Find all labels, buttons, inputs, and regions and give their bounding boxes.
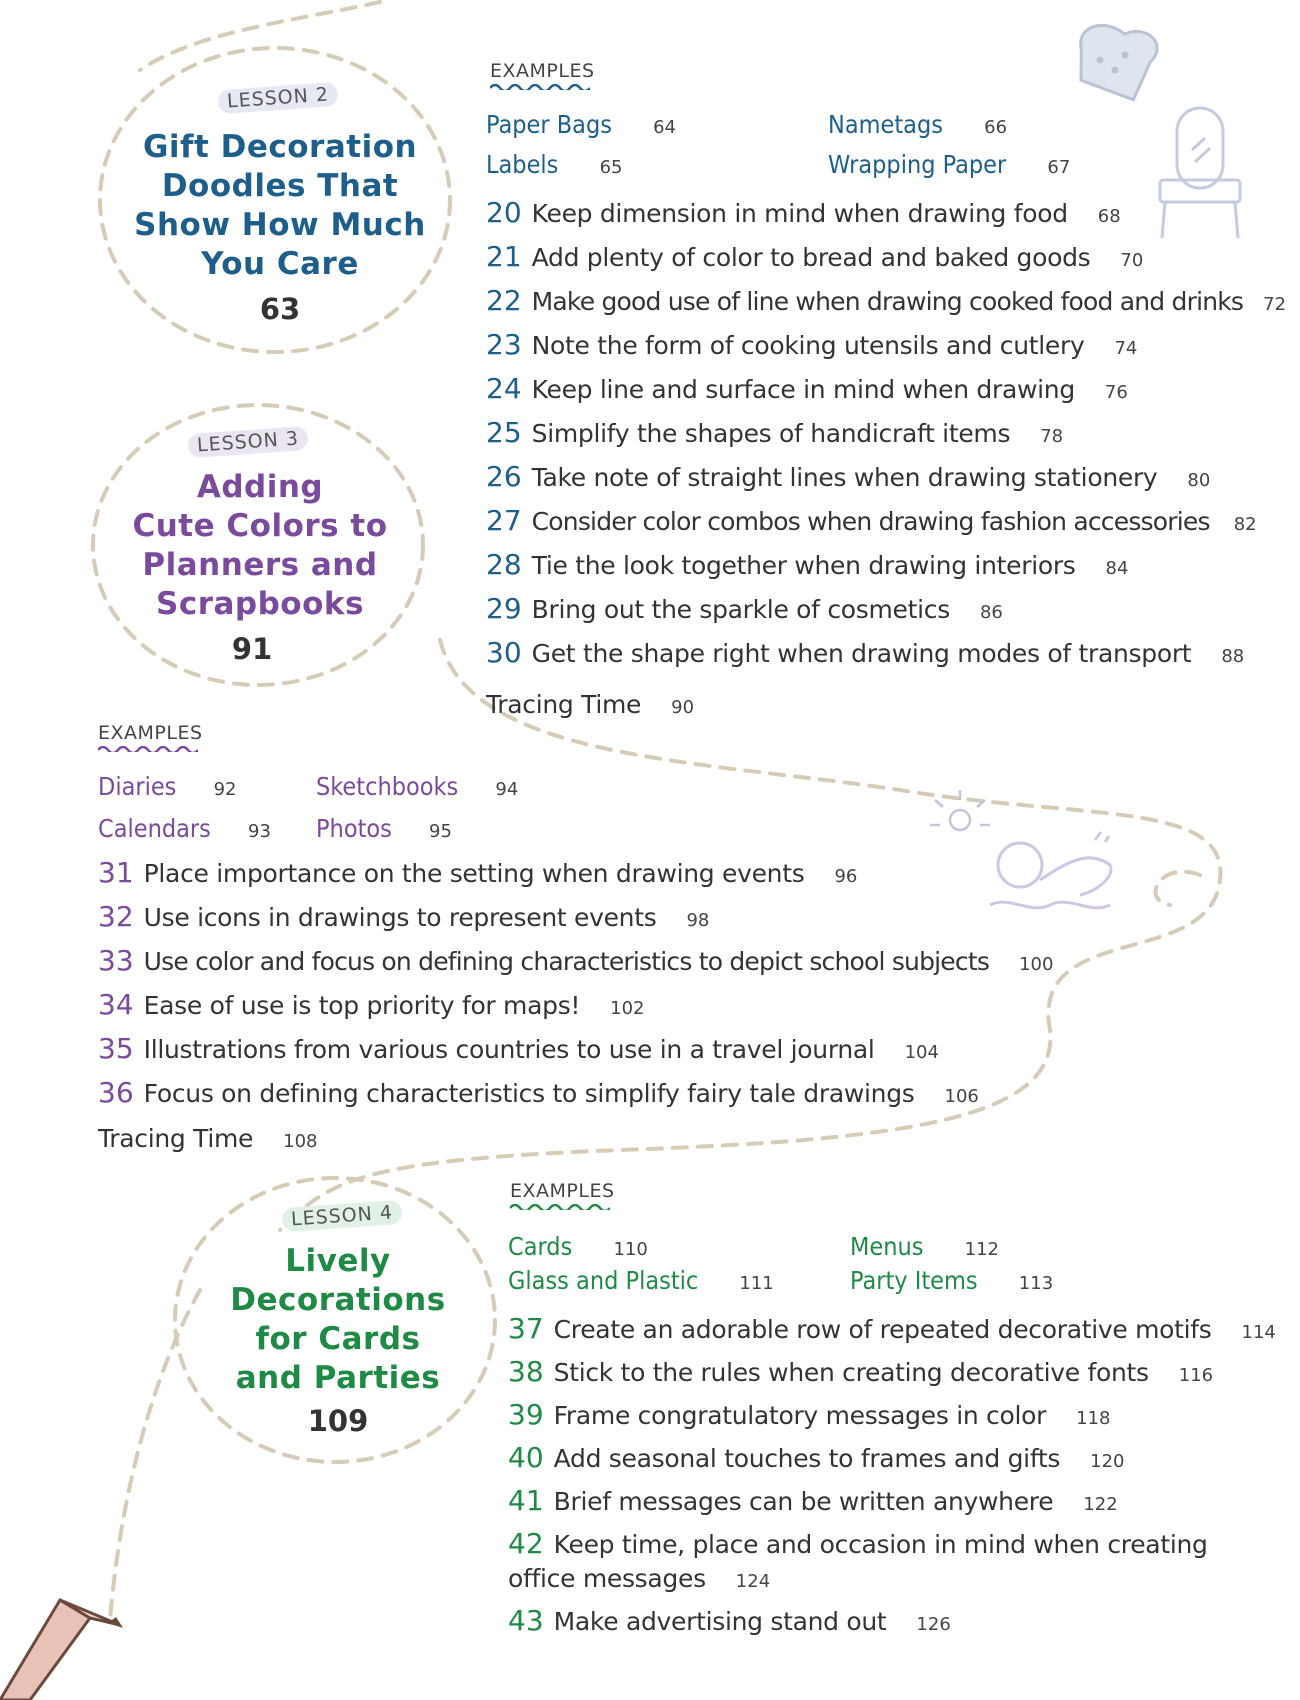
example-page: 66: [984, 117, 1008, 138]
squiggle-underline: [510, 1204, 610, 1210]
pencil-icon: [0, 1600, 123, 1700]
entry-page: 88: [1221, 646, 1245, 667]
toc-entry[interactable]: [508, 1527, 1248, 1599]
dashed-path-top: [140, 2, 380, 70]
entry-number: 41: [508, 1484, 544, 1517]
lesson2-tag: LESSON 2: [217, 82, 338, 114]
example-link[interactable]: [508, 1266, 774, 1295]
entry-number: 33: [98, 944, 134, 977]
entry-number: 28: [486, 548, 522, 581]
entry-number: 29: [486, 592, 522, 625]
entry-page: 74: [1114, 338, 1138, 359]
example-page: 95: [429, 821, 452, 842]
tracing-time-entry[interactable]: [98, 1124, 318, 1153]
entry-page: 78: [1040, 426, 1064, 447]
lesson2-title[interactable]: [120, 128, 440, 284]
entry-page: 102: [610, 998, 645, 1019]
example-label: Wrapping Paper: [828, 150, 1007, 179]
entry-title: Simplify the shapes of handicraft items: [531, 419, 1011, 448]
dashed-path-middle: [280, 640, 1220, 1230]
entry-number: 22: [486, 284, 522, 317]
entry-number: 25: [486, 416, 522, 449]
entry-title: Illustrations from various countries to use in a travel journal: [143, 1035, 875, 1064]
entry-title: Focus on defining characteristics to simplify fairy tale drawings: [143, 1079, 915, 1108]
toc-entry[interactable]: [486, 328, 1137, 361]
example-page: 67: [1047, 157, 1071, 178]
example-page: 65: [599, 157, 623, 178]
entry-page: 96: [834, 866, 858, 887]
entry-title: Ease of use is top priority for maps!: [143, 991, 581, 1020]
entry-title: Keep time, place and occasion in mind when creating office messages: [508, 1530, 1208, 1593]
entry-page: 98: [686, 910, 710, 931]
toc-entry[interactable]: [486, 372, 1128, 405]
entry-title: Tracing Time: [486, 690, 642, 719]
lesson2-examples-heading: [490, 60, 595, 90]
entry-title: Place importance on the setting when drawing events: [143, 859, 805, 888]
entry-page: 68: [1097, 206, 1121, 227]
example-page: 111: [739, 1273, 774, 1294]
toc-entry[interactable]: [98, 900, 709, 933]
toc-entry[interactable]: [486, 592, 1003, 625]
lesson4-title-line: Decorations: [230, 1282, 446, 1318]
entry-page: 86: [979, 602, 1003, 623]
entry-page: 106: [944, 1086, 979, 1107]
lesson4-title[interactable]: [178, 1242, 498, 1398]
entry-title: Add seasonal touches to frames and gifts: [553, 1444, 1061, 1473]
tracing-time-entry[interactable]: [486, 690, 694, 719]
example-page: 112: [964, 1239, 1000, 1260]
toc-entry[interactable]: [486, 504, 1257, 537]
example-page: 94: [495, 779, 519, 800]
entry-page: 70: [1120, 250, 1144, 271]
entry-title: Make good use of line when drawing cooked food and drinks: [531, 287, 1244, 316]
example-label: Cards: [508, 1232, 573, 1261]
entry-page: 126: [916, 1614, 951, 1635]
lesson4-page-number: 109: [307, 1404, 369, 1438]
example-page: 93: [248, 821, 271, 842]
entry-title: Take note of straight lines when drawing stationery: [531, 463, 1158, 492]
lesson2-title-line: You Care: [201, 246, 359, 282]
example-page: 113: [1018, 1273, 1054, 1294]
entry-page: 84: [1105, 558, 1129, 579]
lesson2-title-line: Show How Much: [134, 207, 426, 243]
lesson4-examples-heading: [510, 1180, 615, 1210]
example-label: Glass and Plastic: [508, 1266, 699, 1295]
entry-page: 120: [1090, 1451, 1125, 1472]
toc-entry[interactable]: [486, 416, 1063, 449]
toc-entry[interactable]: [486, 460, 1210, 493]
toc-entry[interactable]: [486, 636, 1244, 669]
toc-entry[interactable]: [486, 196, 1121, 229]
example-link[interactable]: [98, 772, 236, 801]
example-label: Photos: [316, 814, 392, 843]
entry-page: 82: [1233, 514, 1257, 535]
example-page: 110: [613, 1239, 648, 1260]
example-link[interactable]: [486, 110, 676, 139]
entry-page: 114: [1241, 1322, 1276, 1343]
entry-page: 90: [671, 697, 695, 718]
example-link[interactable]: [316, 814, 452, 843]
toc-entry[interactable]: [486, 240, 1143, 273]
entry-number: 23: [486, 328, 522, 361]
example-label: Calendars: [98, 814, 211, 843]
lesson2-page-number: 63: [259, 292, 301, 326]
example-link[interactable]: [316, 772, 518, 801]
entry-page: 72: [1263, 294, 1287, 315]
entry-number: 34: [98, 988, 134, 1021]
example-link[interactable]: [828, 150, 1070, 179]
lesson3-title-line: Scrapbooks: [156, 586, 364, 622]
toc-entry[interactable]: [508, 1312, 1276, 1345]
entry-number: 21: [486, 240, 522, 273]
entry-title: Brief messages can be written anywhere: [553, 1487, 1054, 1516]
entry-page: 76: [1104, 382, 1128, 403]
example-label: Labels: [486, 150, 559, 179]
example-link[interactable]: [850, 1266, 1053, 1295]
example-page: 92: [213, 779, 237, 800]
toc-entry[interactable]: [98, 1032, 939, 1065]
entry-page: 104: [904, 1042, 939, 1063]
entry-number: 32: [98, 900, 134, 933]
entry-number: 36: [98, 1076, 134, 1109]
entry-title: Keep line and surface in mind when drawing: [531, 375, 1075, 404]
toc-entry[interactable]: [486, 284, 1286, 317]
toc-entry[interactable]: [486, 548, 1128, 581]
entry-title: Consider color combos when drawing fashion accessories: [531, 507, 1210, 536]
toc-entry[interactable]: [98, 944, 1053, 977]
entry-title: Add plenty of color to bread and baked goods: [531, 243, 1091, 272]
squiggle-underline: [98, 746, 198, 752]
entry-title: Bring out the sparkle of cosmetics: [531, 595, 950, 624]
toc-entry[interactable]: [508, 1398, 1110, 1431]
entry-title: Use color and focus on defining characteristics to depict school subjects: [143, 947, 990, 976]
entry-title: Tie the look together when drawing interiors: [531, 551, 1076, 580]
lesson3-tag: LESSON 3: [187, 426, 308, 458]
entry-title: Keep dimension in mind when drawing food: [531, 199, 1068, 228]
example-link[interactable]: [828, 110, 1007, 139]
entry-number: 26: [486, 460, 522, 493]
swimmer-icon: [990, 832, 1111, 908]
toc-entry[interactable]: [508, 1604, 951, 1637]
toc-entry[interactable]: [98, 856, 857, 889]
entry-number: 30: [486, 636, 522, 669]
entry-number: 42: [508, 1527, 544, 1560]
example-link[interactable]: [98, 814, 271, 843]
entry-title: Use icons in drawings to represent events: [143, 903, 657, 932]
vanity-mirror-icon: [1160, 108, 1240, 238]
lesson2-title-line: Doodles That: [161, 168, 399, 204]
lesson3-title-line: Cute Colors to: [132, 508, 388, 544]
entry-number: 24: [486, 372, 522, 405]
lesson3-title-line: Adding: [196, 469, 324, 505]
lesson2-title-line: Gift Decoration: [142, 129, 418, 165]
example-label: Paper Bags: [486, 110, 612, 139]
toc-entry[interactable]: [98, 988, 645, 1021]
toc-entry[interactable]: [508, 1355, 1213, 1388]
entry-page: 124: [735, 1571, 771, 1592]
example-link[interactable]: [486, 150, 622, 179]
entry-number: 27: [486, 504, 522, 537]
entry-title: Stick to the rules when creating decorative fonts: [553, 1358, 1149, 1387]
lesson3-page-number: 91: [231, 632, 273, 666]
lesson3-title-line: Planners and: [142, 547, 378, 583]
lesson3-title[interactable]: [100, 468, 420, 624]
squiggle-underline: [490, 84, 590, 90]
entry-page: 108: [283, 1131, 318, 1152]
entry-number: 20: [486, 196, 522, 229]
entry-number: 39: [508, 1398, 544, 1431]
entry-number: 43: [508, 1604, 544, 1637]
entry-title: Note the form of cooking utensils and cutlery: [531, 331, 1085, 360]
lesson4-title-line: for Cards: [255, 1321, 421, 1357]
entry-page: 80: [1187, 470, 1211, 491]
lesson4-title-line: and Parties: [235, 1360, 441, 1396]
entry-page: 100: [1019, 954, 1054, 975]
example-label: Sketchbooks: [316, 772, 459, 801]
entry-title: Make advertising stand out: [553, 1607, 887, 1636]
toc-entry[interactable]: [508, 1484, 1118, 1517]
entry-title: Tracing Time: [98, 1124, 254, 1153]
lesson4-title-line: Lively: [285, 1243, 391, 1279]
sun-icon: [930, 790, 990, 830]
lesson3-examples-heading: [98, 722, 203, 752]
example-label: Party Items: [850, 1266, 978, 1295]
example-link[interactable]: [850, 1232, 999, 1261]
example-label: Menus: [850, 1232, 924, 1261]
entry-number: 31: [98, 856, 134, 889]
bread-icon: [1072, 22, 1159, 102]
entry-title: Create an adorable row of repeated decorative motifs: [553, 1315, 1212, 1344]
entry-page: 122: [1083, 1494, 1118, 1515]
lesson4-tag: LESSON 4: [281, 1200, 402, 1232]
toc-entry[interactable]: [98, 1076, 979, 1109]
entry-number: 40: [508, 1441, 544, 1474]
entry-title: Frame congratulatory messages in color: [553, 1401, 1047, 1430]
example-page: 64: [653, 117, 677, 138]
entry-page: 116: [1178, 1365, 1214, 1386]
example-link[interactable]: [508, 1232, 648, 1261]
entry-title: Get the shape right when drawing modes of transport: [531, 639, 1192, 668]
example-label: Nametags: [828, 110, 943, 139]
examples-heading-text: EXAMPLES: [510, 1180, 615, 1202]
examples-heading-text: EXAMPLES: [98, 722, 203, 744]
entry-number: 35: [98, 1032, 134, 1065]
examples-heading-text: EXAMPLES: [490, 60, 595, 82]
entry-number: 38: [508, 1355, 544, 1388]
entry-page: 118: [1076, 1408, 1111, 1429]
toc-entry[interactable]: [508, 1441, 1124, 1474]
example-label: Diaries: [98, 772, 177, 801]
entry-number: 37: [508, 1312, 544, 1345]
dashed-path-loop: [1156, 872, 1200, 905]
